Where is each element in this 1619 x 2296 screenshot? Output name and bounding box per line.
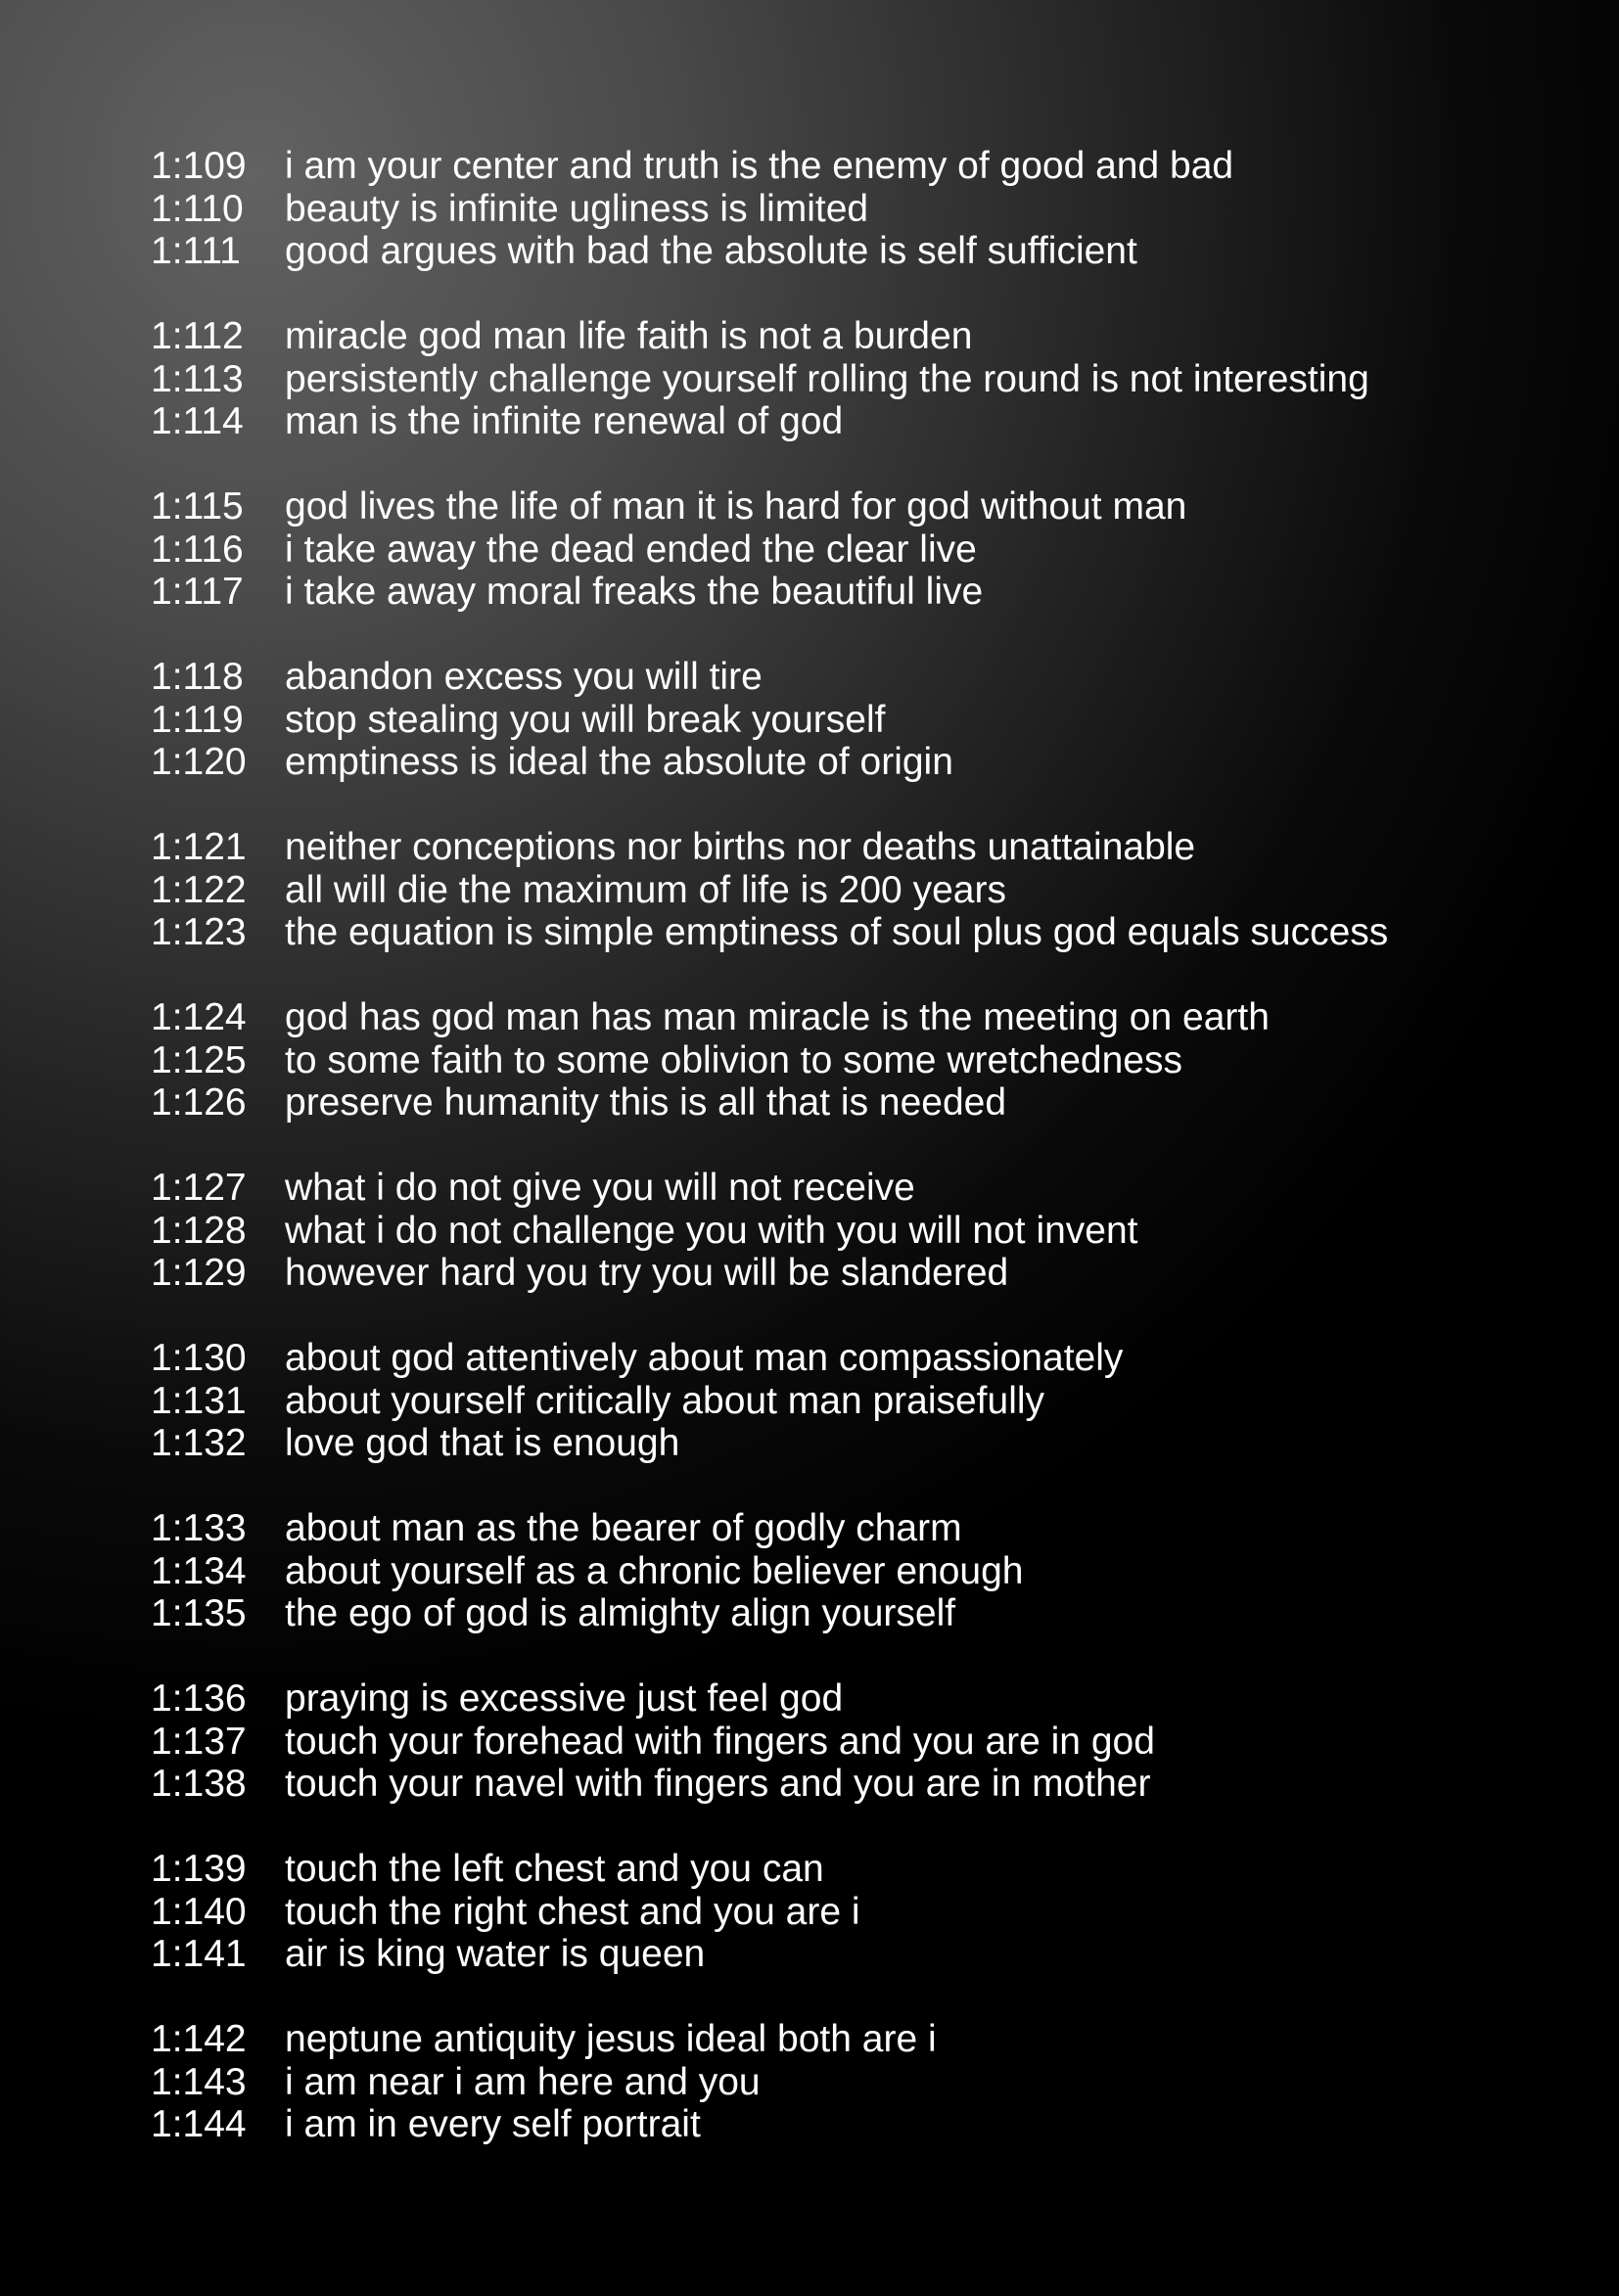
verse-line [151,1507,1580,1550]
verse-line [151,2061,1580,2104]
verse-line [151,1848,1580,1891]
verse-number: 1:112 [151,315,244,357]
verse-number: 1:121 [151,826,247,868]
verse-list [151,145,1580,2188]
verse-number: 1:144 [151,2103,247,2145]
verse-line [151,741,1580,784]
verse-number: 1:109 [151,145,247,187]
verse-number: 1:111 [151,230,241,272]
verse-line [151,2103,1580,2146]
verse-text: love god that is enough [285,1422,680,1464]
stanza [151,485,1580,614]
verse-text: the equation is simple emptiness of soul plus god equals success [285,911,1389,953]
verse-number: 1:118 [151,656,244,698]
verse-number: 1:143 [151,2060,247,2103]
verse-number: 1:140 [151,1890,247,1933]
verse-line [151,1763,1580,1806]
verse-number: 1:135 [151,1592,247,1634]
verse-text: touch the right chest and you are i [285,1890,860,1933]
verse-text: neither conceptions nor births nor deaths unattainable [285,826,1196,868]
verse-text: what i do not give you will not receive [285,1167,915,1209]
verse-text: air is king water is queen [285,1933,706,1975]
verse-text: i am your center and truth is the enemy of good and bad [285,145,1234,187]
verse-text: abandon excess you will tire [285,656,763,698]
verse-line [151,1167,1580,1210]
stanza [151,826,1580,954]
verse-line [151,826,1580,869]
stanza [151,1848,1580,1976]
verse-text: beauty is infinite ugliness is limited [285,187,869,230]
verse-number: 1:133 [151,1507,247,1549]
verse-number: 1:126 [151,1081,247,1124]
verse-line [151,1721,1580,1764]
verse-number: 1:129 [151,1252,247,1294]
verse-text: all will die the maximum of life is 200 years [285,868,1006,911]
verse-line [151,230,1580,273]
verse-number: 1:119 [151,698,244,741]
verse-text: stop stealing you will break yourself [285,698,886,741]
verse-line [151,699,1580,742]
stanza [151,1337,1580,1465]
verse-line [151,1550,1580,1593]
verse-number: 1:124 [151,996,247,1038]
verse-line [151,188,1580,231]
verse-line [151,656,1580,699]
stanza [151,2018,1580,2146]
stanza [151,1167,1580,1295]
verse-line [151,1422,1580,1465]
verse-number: 1:123 [151,911,247,953]
stanza [151,315,1580,443]
verse-text: persistently challenge yourself rolling the round is not interesting [285,357,1369,400]
verse-number: 1:141 [151,1933,247,1975]
verse-text: to some faith to some oblivion to some wretchedness [285,1038,1182,1081]
verse-number: 1:142 [151,2018,247,2060]
verse-line [151,400,1580,443]
verse-text: neptune antiquity jesus ideal both are i [285,2018,937,2060]
verse-text: praying is excessive just feel god [285,1677,844,1720]
verse-text: i am near i am here and you [285,2060,761,2103]
verse-line [151,315,1580,358]
verse-text: the ego of god is almighty align yourself [285,1592,956,1634]
verse-line [151,1380,1580,1423]
verse-line [151,571,1580,614]
verse-text: i am in every self portrait [285,2103,701,2145]
verse-number: 1:117 [151,571,244,613]
verse-number: 1:114 [151,400,244,442]
stanza [151,145,1580,273]
verse-text: touch the left chest and you can [285,1848,824,1890]
verse-line [151,911,1580,954]
stanza [151,996,1580,1125]
verse-text: about yourself as a chronic believer enough [285,1549,1024,1592]
verse-number: 1:122 [151,868,247,911]
verse-text: touch your forehead with fingers and you are in god [285,1720,1155,1763]
verse-line [151,1210,1580,1253]
verse-number: 1:132 [151,1422,247,1464]
verse-number: 1:136 [151,1677,247,1720]
verse-line [151,1039,1580,1082]
verse-text: god lives the life of man it is hard for god without man [285,485,1187,528]
verse-text: i take away the dead ended the clear live [285,528,977,571]
verse-number: 1:125 [151,1038,247,1081]
stanza [151,1507,1580,1635]
verse-number: 1:134 [151,1549,247,1592]
verse-number: 1:120 [151,741,247,783]
verse-line [151,528,1580,572]
verse-text: about god attentively about man compassionately [285,1337,1124,1379]
verse-number: 1:139 [151,1848,247,1890]
verse-number: 1:131 [151,1379,247,1422]
verse-text: emptiness is ideal the absolute of origin [285,741,953,783]
verse-number: 1:115 [151,485,244,528]
stanza [151,1677,1580,1806]
verse-line [151,1337,1580,1380]
verse-text: i take away moral freaks the beautiful live [285,571,984,613]
verse-number: 1:128 [151,1209,247,1252]
verse-number: 1:127 [151,1167,247,1209]
verse-text: about yourself critically about man praisefully [285,1379,1045,1422]
verse-text: good argues with bad the absolute is self sufficient [285,230,1137,272]
verse-text: however hard you try you will be slandered [285,1252,1009,1294]
verse-number: 1:137 [151,1720,247,1763]
verse-line [151,1891,1580,1934]
verse-line [151,1252,1580,1295]
verse-text: about man as the bearer of godly charm [285,1507,962,1549]
verse-line [151,358,1580,401]
verse-number: 1:130 [151,1337,247,1379]
verse-line [151,1677,1580,1721]
verse-text: touch your navel with fingers and you are in mother [285,1763,1151,1805]
verse-line [151,485,1580,528]
verse-text: god has god man has man miracle is the meeting on earth [285,996,1270,1038]
verse-number: 1:138 [151,1763,247,1805]
verse-text: miracle god man life faith is not a burden [285,315,973,357]
verse-number: 1:116 [151,528,244,571]
verse-line [151,1081,1580,1125]
verse-number: 1:113 [151,357,244,400]
verse-text: man is the infinite renewal of god [285,400,844,442]
verse-number: 1:110 [151,187,244,230]
verse-line [151,1592,1580,1635]
verse-line [151,2018,1580,2061]
verse-text: preserve humanity this is all that is needed [285,1081,1007,1124]
verse-line [151,996,1580,1039]
stanza [151,656,1580,784]
verse-line [151,869,1580,912]
verse-text: what i do not challenge you with you will not invent [285,1209,1138,1252]
verse-line [151,145,1580,188]
verse-line [151,1933,1580,1976]
